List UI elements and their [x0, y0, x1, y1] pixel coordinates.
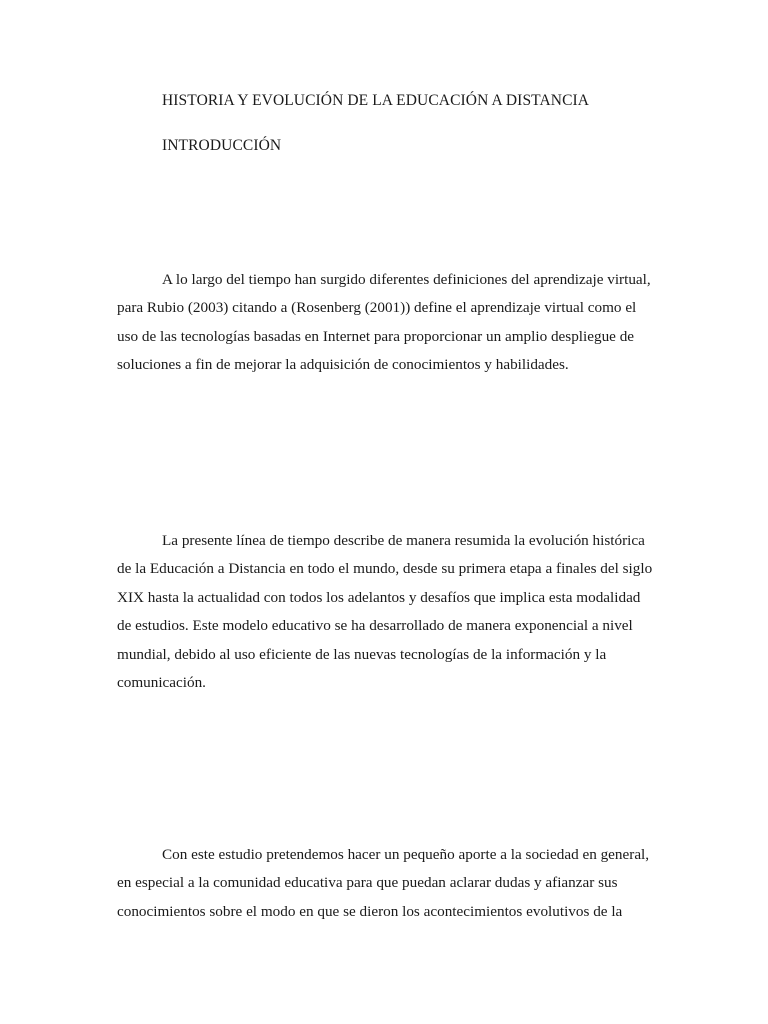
paragraph-line: Con este estudio pretendemos hacer un pequeño aporte a la sociedad en general, — [162, 846, 650, 863]
paragraph-line: en especial a la comunidad educativa para que puedan aclarar dudas y afianzar sus — [117, 874, 618, 892]
paragraph-3 — [117, 841, 662, 926]
document-title: HISTORIA Y EVOLUCIÓN DE LA EDUCACIÓN A DISTANCIA — [162, 92, 590, 109]
paragraph-line: mundial, debido al uso eficiente de las nuevas tecnologías de la información y la — [117, 645, 607, 663]
paragraph-line: soluciones a fin de mejorar la adquisición de conocimientos y habilidades. — [117, 356, 569, 374]
paragraph-line: para Rubio (2003) citando a (Rosenberg (2001)) define el aprendizaje virtual como el — [117, 299, 637, 317]
paragraph-line: A lo largo del tiempo han surgido diferentes definiciones del aprendizaje virtual, — [162, 271, 651, 288]
section-heading: INTRODUCCIÓN — [162, 137, 282, 154]
paragraph-line: de estudios. Este modelo educativo se ha desarrollado de manera exponencial a nivel — [117, 617, 633, 635]
paragraph-line: de la Educación a Distancia en todo el mundo, desde su primera etapa a finales del siglo — [117, 560, 653, 578]
paragraph-2 — [117, 527, 662, 697]
paragraph-line: conocimientos sobre el modo en que se dieron los acontecimientos evolutivos de la — [117, 902, 623, 920]
paragraph-line: uso de las tecnologías basadas en Internet para proporcionar un amplio despliegue de — [117, 327, 635, 345]
paragraph-line: XIX hasta la actualidad con todos los adelantos y desafíos que implica esta modalidad — [117, 588, 641, 606]
paragraph-line: La presente línea de tiempo describe de manera resumida la evolución histórica — [162, 532, 645, 549]
paragraph-1 — [117, 266, 662, 380]
paragraph-line: comunicación. — [117, 674, 206, 692]
